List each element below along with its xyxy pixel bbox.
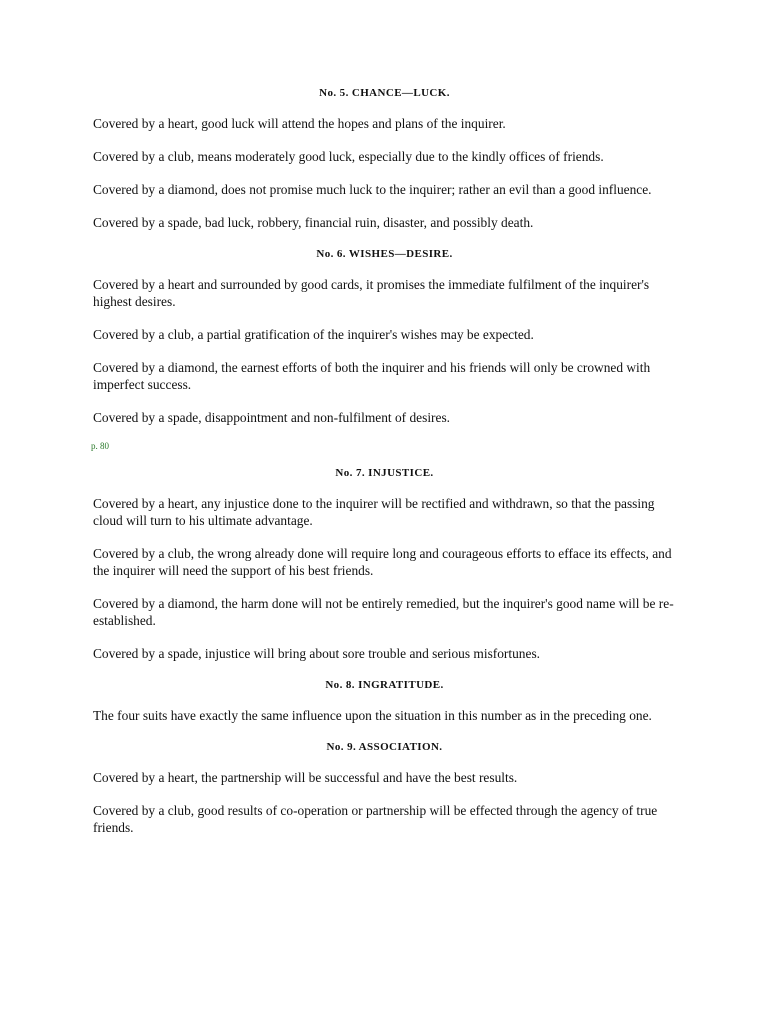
paragraph: Covered by a club, the wrong already done will require long and courageous efforts to efface its effects, and the inquirer will need the support of his best friends.: [93, 546, 672, 578]
paragraph: Covered by a club, a partial gratification of the inquirer's wishes may be expected.: [93, 327, 534, 342]
paragraph: Covered by a heart and surrounded by good cards, it promises the immediate fulfilment of the inquirer's highest desires.: [93, 277, 650, 309]
section-heading: No. 6. WISHES—DESIRE.: [316, 248, 453, 260]
paragraph: Covered by a spade, injustice will bring about sore trouble and serious misfortunes.: [93, 646, 541, 661]
paragraph: Covered by a spade, disappointment and non-fulfilment of desires.: [93, 410, 450, 425]
paragraph: Covered by a diamond, the earnest efforts of both the inquirer and his friends will only be crowned with imperfect success.: [93, 360, 651, 392]
paragraph: Covered by a heart, any injustice done to the inquirer will be rectified and withdrawn, so that the passing cloud will turn to his ultimate advantage.: [93, 496, 655, 528]
paragraph: Covered by a club, good results of co-operation or partnership will be effected through the agency of true friends.: [93, 803, 658, 835]
paragraph: The four suits have exactly the same influence upon the situation in this number as in the preceding one.: [93, 708, 652, 723]
paragraph: Covered by a diamond, does not promise much luck to the inquirer; rather an evil than a good influence.: [93, 182, 652, 197]
section-heading: No. 5. CHANCE—LUCK.: [319, 87, 450, 99]
section-heading: No. 8. INGRATITUDE.: [325, 679, 444, 691]
section-heading: No. 7. INJUSTICE.: [335, 467, 434, 479]
paragraph: Covered by a club, means moderately good luck, especially due to the kindly offices of friends.: [93, 149, 604, 164]
paragraph: Covered by a heart, good luck will attend the hopes and plans of the inquirer.: [93, 116, 506, 131]
paragraph: Covered by a heart, the partnership will be successful and have the best results.: [93, 770, 518, 785]
page-number-marker: p. 80: [91, 441, 109, 451]
paragraph: Covered by a spade, bad luck, robbery, financial ruin, disaster, and possibly death.: [93, 215, 534, 230]
paragraph: Covered by a diamond, the harm done will not be entirely remedied, but the inquirer's good name will be re-established.: [93, 596, 674, 628]
section-heading: No. 9. ASSOCIATION.: [326, 741, 443, 753]
